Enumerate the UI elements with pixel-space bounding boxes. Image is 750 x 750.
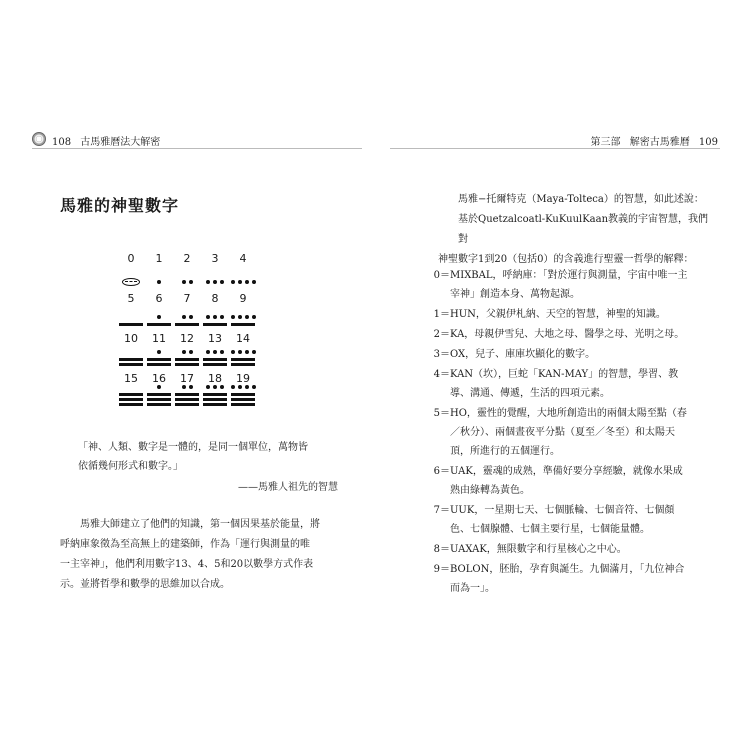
paragraph-line: 馬雅大師建立了他們的知識，第一個因果基於能量，將 (80, 519, 320, 530)
dot-mark (182, 280, 186, 284)
numeral-definition (400, 560, 715, 598)
dot-group (206, 315, 224, 319)
maya-numeral (201, 292, 229, 332)
right-part-label: 第三部 (590, 137, 621, 148)
dot-group (157, 385, 161, 389)
dot-mark (157, 385, 161, 389)
numeral-glyph (147, 280, 171, 286)
quote-attribution: ——馬雅人祖先的智慧 (238, 482, 338, 493)
numeral-glyph (119, 278, 143, 286)
dot-mark (245, 385, 249, 389)
dot-mark (231, 315, 235, 319)
bar-mark (119, 398, 143, 401)
numeral-definition (400, 345, 715, 364)
dot-group (157, 315, 161, 319)
numeral-label: 9 (239, 292, 247, 305)
numeral-glyph (147, 350, 171, 366)
section-title: 馬雅的神聖數字 (60, 196, 180, 215)
bar-mark (203, 323, 227, 326)
dot-group (182, 315, 193, 319)
numeral-label: 4 (239, 252, 247, 265)
bar-mark (231, 393, 255, 396)
intro-line: 基於Quetzalcoatl-KuKuulKaan教義的宇宙智慧，我們對 (458, 214, 709, 245)
dot-mark (245, 350, 249, 354)
maya-numeral (117, 252, 145, 292)
dot-mark (238, 350, 242, 354)
definition-text (450, 325, 715, 344)
dot-mark (245, 315, 249, 319)
numeral-glyph (119, 321, 143, 326)
definition-text (450, 266, 715, 304)
dot-mark (220, 315, 224, 319)
numeral-definition (400, 325, 715, 344)
numeral-label: 7 (183, 292, 191, 305)
dot-mark (189, 385, 193, 389)
dot-mark (238, 315, 242, 319)
bar-mark (147, 363, 171, 366)
dot-mark (213, 315, 217, 319)
numeral-glyph (203, 280, 227, 286)
dot-mark (252, 280, 256, 284)
quote-block (78, 438, 338, 497)
left-paragraph (60, 515, 360, 595)
numeral-label: 13 (208, 332, 222, 345)
bar-mark (147, 323, 171, 326)
dot-mark (206, 315, 210, 319)
numeral-row (117, 372, 257, 412)
definition-key: 7＝ (433, 505, 450, 516)
dot-mark (189, 315, 193, 319)
bar-mark (119, 358, 143, 361)
maya-numeral (117, 372, 145, 412)
left-page-number: 108 (52, 137, 72, 148)
bar-mark (119, 403, 143, 406)
dot-mark (157, 280, 161, 284)
paragraph-line: 示。並將哲學和數學的思維加以合成。 (60, 579, 230, 590)
numeral-label: 14 (236, 332, 250, 345)
dot-group (231, 315, 256, 319)
numeral-label: 8 (211, 292, 219, 305)
maya-numeral (201, 372, 229, 412)
dot-group (182, 385, 193, 389)
dot-mark (189, 350, 193, 354)
bar-mark (119, 393, 143, 396)
paragraph-line: 呼納庫象徵為至高無上的建築師，作為「運行與測量的唯 (60, 539, 310, 550)
numeral-glyph (175, 350, 199, 366)
dot-group (182, 280, 193, 284)
definition-line: 頂，所進行的五個運行。 (450, 446, 560, 457)
dot-group (231, 350, 256, 354)
numeral-label: 17 (180, 372, 194, 385)
definition-line: HO，靈性的覺醒，大地所創造出的兩個太陽至點（春 (450, 408, 687, 419)
shell-zero-icon (122, 278, 140, 286)
dot-group (231, 280, 256, 284)
dot-group (182, 350, 193, 354)
dot-mark (182, 350, 186, 354)
right-page-header (591, 133, 718, 148)
dot-mark (220, 350, 224, 354)
dot-mark (213, 280, 217, 284)
dot-group (157, 280, 161, 284)
definition-line: ／秋分）、兩個晝夜平分點（夏至／冬至）和太陽天 (450, 427, 675, 438)
dot-mark (206, 350, 210, 354)
dot-mark (238, 280, 242, 284)
definition-key: 2＝ (433, 329, 450, 340)
numeral-label: 16 (152, 372, 166, 385)
numeral-label: 1 (155, 252, 163, 265)
numeral-glyph (231, 315, 255, 326)
maya-numeral (145, 372, 173, 412)
numeral-definition (400, 501, 715, 539)
bar-mark (231, 398, 255, 401)
dot-mark (213, 385, 217, 389)
intro-line: 馬雅−托爾特克（Maya-Tolteca）的智慧，如此述說： (458, 194, 704, 205)
definition-text (450, 345, 715, 364)
definition-key: 5＝ (433, 408, 450, 419)
definition-line: MIXBAL，呼納庫：「對於運行與測量，宇宙中唯一主 (450, 270, 688, 281)
numeral-glyph (203, 385, 227, 406)
page-emblem-icon (32, 132, 46, 146)
definition-text (450, 501, 715, 539)
maya-numeral (145, 252, 173, 292)
definition-text (450, 462, 715, 500)
maya-numeral (229, 372, 257, 412)
definition-line: UAXAK，無限數字和行星核心之中心。 (450, 544, 627, 555)
numeral-label: 19 (236, 372, 250, 385)
numeral-definition (400, 540, 715, 559)
dot-mark (189, 280, 193, 284)
numeral-definition (400, 365, 715, 403)
maya-numeral (173, 372, 201, 412)
numeral-glyph (231, 350, 255, 366)
dot-mark (252, 315, 256, 319)
maya-numeral (145, 332, 173, 372)
dot-mark (231, 350, 235, 354)
dot-group (206, 385, 224, 389)
bar-mark (203, 393, 227, 396)
right-intro (438, 190, 718, 270)
maya-numeral (173, 252, 201, 292)
definition-line: KA，母親伊雪兒、大地之母、醫學之母、光明之母。 (450, 329, 685, 340)
numeral-glyph (231, 385, 255, 406)
numeral-glyph (119, 391, 143, 406)
dot-mark (213, 350, 217, 354)
dot-mark (231, 280, 235, 284)
numeral-label: 2 (183, 252, 191, 265)
maya-numeral (201, 332, 229, 372)
dot-mark (182, 315, 186, 319)
bar-mark (231, 323, 255, 326)
dot-mark (157, 350, 161, 354)
numeral-label: 3 (211, 252, 219, 265)
bar-mark (175, 323, 199, 326)
bar-mark (203, 398, 227, 401)
numeral-label: 15 (124, 372, 138, 385)
dot-mark (206, 385, 210, 389)
numeral-label: 12 (180, 332, 194, 345)
numeral-glyph (175, 385, 199, 406)
definition-key: 9＝ (433, 564, 450, 575)
right-page-number: 109 (698, 137, 718, 148)
bar-mark (147, 393, 171, 396)
definition-line: HUN，父親伊札納、天空的智慧，神聖的知識。 (450, 309, 666, 320)
definition-key: 4＝ (433, 369, 450, 380)
bar-mark (231, 403, 255, 406)
bar-mark (147, 398, 171, 401)
numeral-label: 0 (127, 252, 135, 265)
definition-line: KAN（坎），巨蛇「KAN-MAY」的智慧，學習、教 (450, 369, 679, 380)
numeral-label: 11 (152, 332, 166, 345)
definition-key: 6＝ (433, 466, 450, 477)
bar-mark (119, 363, 143, 366)
numeral-label: 6 (155, 292, 163, 305)
left-page-header (52, 133, 160, 148)
bar-mark (147, 358, 171, 361)
definition-line: BOLON，胚胎，孕育與誕生。九個滿月，「九位神合 (450, 564, 685, 575)
maya-numeral (229, 292, 257, 332)
bar-mark (203, 403, 227, 406)
left-header-rule (32, 148, 362, 149)
numeral-glyph (203, 315, 227, 326)
bar-mark (175, 403, 199, 406)
maya-numeral-grid (117, 252, 257, 412)
definition-text (450, 305, 715, 324)
right-running-title: 解密古馬雅曆 (629, 137, 690, 148)
definition-text (450, 365, 715, 403)
numeral-glyph (119, 356, 143, 366)
quote-line: 依循幾何形式和數字。」 (78, 461, 183, 472)
definition-text (450, 540, 715, 559)
bar-mark (175, 363, 199, 366)
dot-mark (220, 280, 224, 284)
bar-mark (203, 358, 227, 361)
definition-line: 而為一」。 (450, 583, 495, 594)
definition-key: 3＝ (433, 349, 450, 360)
definition-line: 熟由綠轉為黃色。 (450, 485, 530, 496)
numeral-row (117, 292, 257, 332)
dot-group (206, 350, 224, 354)
definition-text (450, 560, 715, 598)
definition-key: 8＝ (433, 544, 450, 555)
definition-line: UAK，靈魂的成熟，準備好要分享經驗，就像水果成 (450, 466, 683, 477)
numeral-definition (400, 404, 715, 461)
dot-group (157, 350, 161, 354)
definition-key: 1＝ (433, 309, 450, 320)
numeral-definition (400, 266, 715, 304)
maya-numeral (229, 252, 257, 292)
dot-mark (206, 280, 210, 284)
definition-text (450, 404, 715, 461)
definition-line: 導、溝通、傳遞，生活的四項元素。 (450, 388, 610, 399)
maya-numeral (145, 292, 173, 332)
left-running-title: 古馬雅曆法大解密 (80, 137, 161, 148)
numeral-label: 10 (124, 332, 138, 345)
bar-mark (175, 393, 199, 396)
numeral-glyph (175, 280, 199, 286)
maya-numeral (201, 252, 229, 292)
definition-line: 色、七個腺體、七個主要行星，七個能量體。 (450, 524, 650, 535)
dot-mark (245, 280, 249, 284)
dot-mark (252, 385, 256, 389)
numeral-label: 18 (208, 372, 222, 385)
dot-mark (220, 385, 224, 389)
numeral-glyph (175, 315, 199, 326)
maya-numeral (117, 332, 145, 372)
bar-mark (119, 323, 143, 326)
bar-mark (203, 363, 227, 366)
dot-mark (252, 350, 256, 354)
maya-numeral (229, 332, 257, 372)
definition-line: OX，兒子、庫庫坎顯化的數字。 (450, 349, 596, 360)
bar-mark (231, 363, 255, 366)
numeral-glyph (147, 385, 171, 406)
numeral-definition (400, 462, 715, 500)
bar-mark (147, 403, 171, 406)
intro-line: 神聖數字1到20（包括0）的含義進行聖靈一哲學的解釋： (438, 254, 694, 265)
numeral-glyph (231, 280, 255, 286)
dot-group (206, 280, 224, 284)
numeral-row (117, 332, 257, 372)
numeral-definition-list (400, 266, 715, 599)
bar-mark (175, 358, 199, 361)
maya-numeral (173, 332, 201, 372)
maya-numeral (173, 292, 201, 332)
bar-mark (175, 398, 199, 401)
dot-group (231, 385, 256, 389)
right-header-rule (390, 148, 720, 149)
dot-mark (157, 315, 161, 319)
definition-line: 宰神」創造本身、萬物起源。 (450, 289, 580, 300)
dot-mark (231, 385, 235, 389)
numeral-label: 5 (127, 292, 135, 305)
definition-line: UUK，一星期七天、七個脈輪、七個音符、七個顏 (450, 505, 675, 516)
dot-mark (182, 385, 186, 389)
numeral-definition (400, 305, 715, 324)
numeral-row (117, 252, 257, 292)
numeral-glyph (203, 350, 227, 366)
maya-numeral (117, 292, 145, 332)
quote-line: 「神、人類、數字是一體的，是同一個單位，萬物皆 (78, 442, 308, 453)
bar-mark (231, 358, 255, 361)
paragraph-line: 一主宰神」，他們利用數字13、4、5和20以數學方式作表 (60, 559, 314, 570)
numeral-glyph (147, 315, 171, 326)
dot-mark (238, 385, 242, 389)
definition-key: 0＝ (433, 270, 450, 281)
